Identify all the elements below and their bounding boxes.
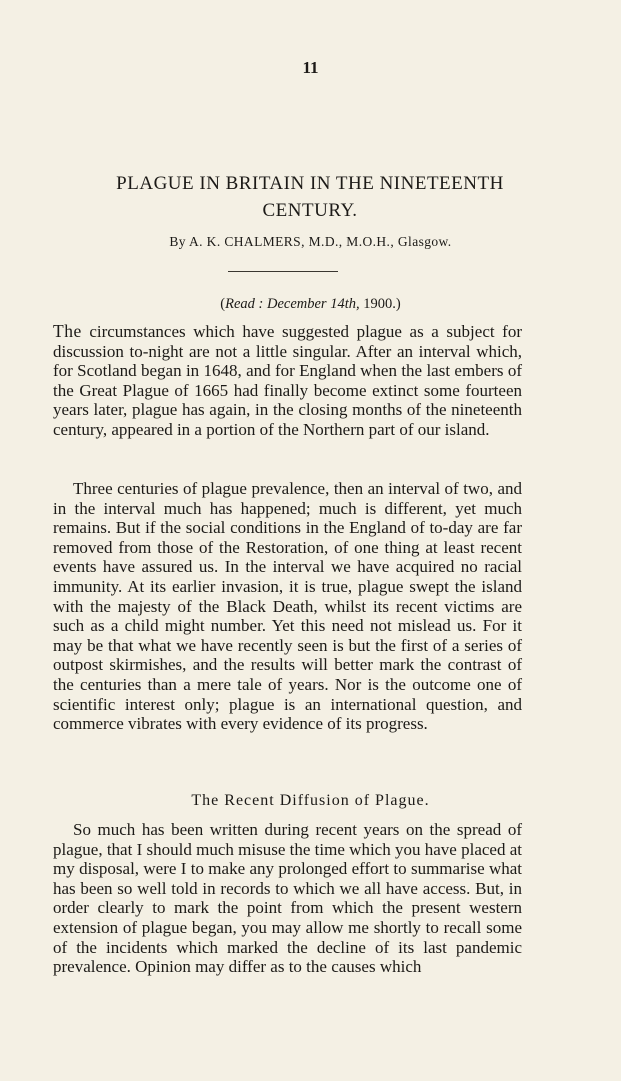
author-name: A. K. CHALMERS, M.D., M.O.H.,	[188, 234, 395, 249]
paragraph-1	[53, 322, 522, 440]
author-byline	[0, 234, 621, 250]
paragraph-2-text: Three centuries of plague prevalence, then an interval of two, and in the interval much has happened; much is different, yet much remains. But if the social conditions in the England of to-day are far removed from those of the Restoration, of one thing at least recent events have assured us. In the interval we have acquired no racial immunity. At its earlier invasion, it is true, plague swept the island with the majesty of the Black Death, whilst its recent victims are such as a child might number. Yet this need not mislead us. For it may be that what we have recently seen is but the first of a series of outpost skirmishes, and the results will better mark the contrast of the centuries than a mere tale of years. Nor is the outcome one of scientific interest only; plague is an international question, and commerce vibrates with every evidence of its progress.	[53, 479, 522, 734]
paragraph-3	[53, 820, 522, 977]
article-title	[50, 170, 570, 224]
title-line-2: CENTURY.	[262, 200, 358, 221]
read-date: December 14th,	[267, 296, 360, 312]
read-label: Read :	[225, 296, 264, 312]
title-line-1: PLAGUE IN BRITAIN IN THE NINETEENTH	[116, 173, 504, 194]
page-number: 11	[302, 58, 319, 77]
section-heading: The Recent Diffusion of Plague.	[191, 792, 430, 809]
read-date-note: (Read : December 14th, 1900.)	[220, 296, 401, 312]
paragraph-1-text: circumstances which have suggested plague as a subject for discussion to-night are not a little singular. After an interval which, for Scotland began in 1648, and for England when the last embers of the Great Plague of 1665 had finally become extinct some fourteen years later, plague has again, in the closing months of the nineteenth century, appeared in a portion of the Northern part of our island.	[53, 322, 523, 439]
read-year: 1900.	[363, 296, 396, 312]
paragraph-1-lead: The	[53, 321, 82, 341]
author-prefix: By	[169, 234, 186, 249]
paragraph-3-text: So much has been written during recent years on the spread of plague, that I should much misuse the time which you have placed at my disposal, were I to make any prolonged effort to summarise what has been so well told in records to which we all have access. But, in order clearly to mark the point from which the present western extension of plague began, you may allow me shortly to recall some of the incidents which marked the decline of its last pandemic prevalence. Opinion may differ as to the causes which	[53, 820, 522, 977]
paragraph-2	[53, 479, 522, 734]
title-divider-rule	[228, 271, 338, 272]
author-place: Glasgow.	[397, 234, 452, 249]
